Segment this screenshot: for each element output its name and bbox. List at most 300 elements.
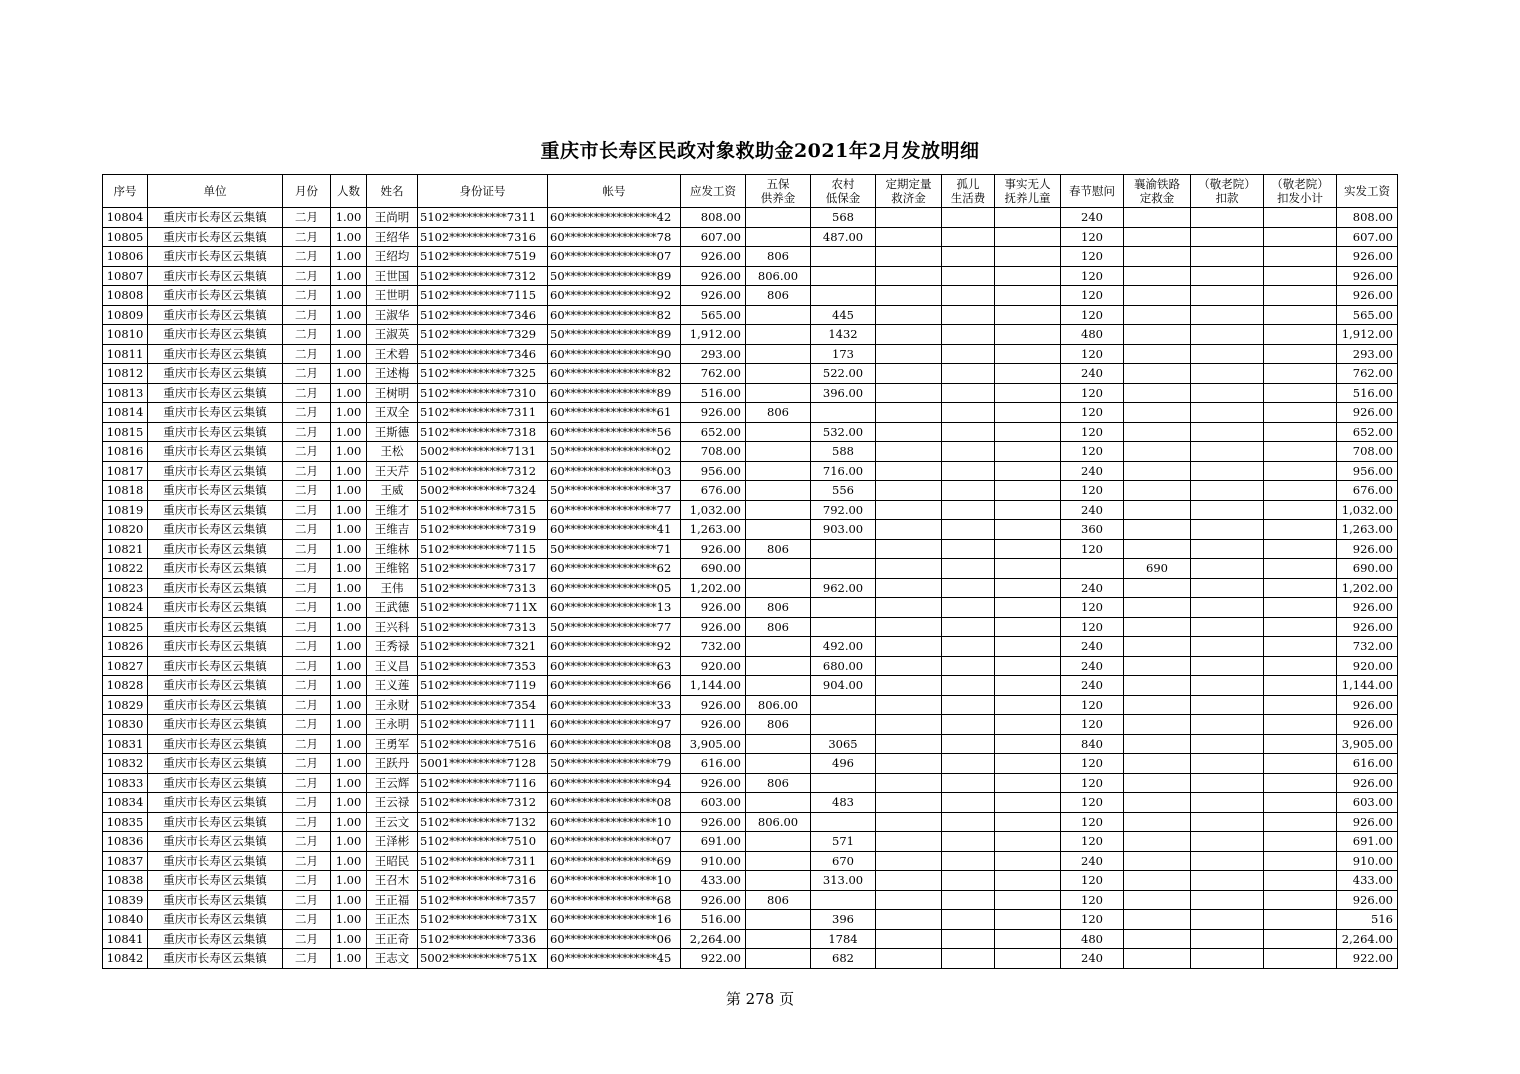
table-cell: 60****************08	[548, 793, 681, 813]
table-cell	[1124, 695, 1191, 715]
table-cell: 二月	[283, 617, 331, 637]
table-cell: 重庆市长寿区云集镇	[148, 539, 283, 559]
table-cell: 926.00	[1337, 617, 1398, 637]
table-cell: 3,905.00	[1337, 734, 1398, 754]
table-cell	[811, 286, 876, 306]
table-cell: 10841	[103, 929, 148, 949]
table-cell: 806	[746, 890, 811, 910]
table-cell: 926.00	[681, 773, 746, 793]
table-cell: 10812	[103, 364, 148, 384]
table-cell	[1124, 715, 1191, 735]
table-cell	[942, 442, 995, 462]
table-cell: 1,263.00	[1337, 520, 1398, 540]
table-cell	[1191, 695, 1264, 715]
table-cell: 732.00	[681, 637, 746, 657]
table-cell: 1.00	[331, 773, 367, 793]
table-cell: 806	[746, 286, 811, 306]
table-cell	[811, 890, 876, 910]
table-cell: 691.00	[681, 832, 746, 852]
table-cell	[876, 461, 942, 481]
table-cell	[1264, 851, 1337, 871]
table-cell: 10816	[103, 442, 148, 462]
table-cell: 487.00	[811, 227, 876, 247]
table-cell: 重庆市长寿区云集镇	[148, 851, 283, 871]
table-cell: 二月	[283, 929, 331, 949]
table-cell	[995, 578, 1061, 598]
table-cell: 840	[1061, 734, 1124, 754]
table-cell: 1.00	[331, 637, 367, 657]
table-cell: 王义昌	[367, 656, 418, 676]
table-cell	[1191, 286, 1264, 306]
table-cell: 二月	[283, 481, 331, 501]
table-cell: 1.00	[331, 832, 367, 852]
table-cell	[1191, 208, 1264, 228]
table-cell	[1264, 266, 1337, 286]
table-cell: 808.00	[1337, 208, 1398, 228]
table-cell: 王树明	[367, 383, 418, 403]
table-cell	[995, 500, 1061, 520]
table-cell	[1124, 910, 1191, 930]
table-cell: 926.00	[681, 598, 746, 618]
table-cell: 重庆市长寿区云集镇	[148, 676, 283, 696]
table-cell	[942, 734, 995, 754]
table-cell	[995, 637, 1061, 657]
table-cell: 120	[1061, 305, 1124, 325]
table-cell: 240	[1061, 461, 1124, 481]
table-cell: 922.00	[681, 949, 746, 969]
table-cell	[1191, 812, 1264, 832]
table-row	[103, 442, 1398, 462]
table-cell	[1191, 851, 1264, 871]
table-cell: 903.00	[811, 520, 876, 540]
table-cell	[995, 539, 1061, 559]
table-cell	[1124, 481, 1191, 501]
table-cell: 690	[1124, 559, 1191, 579]
table-cell: 60****************42	[548, 208, 681, 228]
table-cell: 5102**********7310	[418, 383, 548, 403]
table-cell: 1.00	[331, 578, 367, 598]
table-cell: 10813	[103, 383, 148, 403]
table-cell: 重庆市长寿区云集镇	[148, 793, 283, 813]
table-cell: 二月	[283, 422, 331, 442]
table-cell	[1264, 929, 1337, 949]
table-cell: 616.00	[681, 754, 746, 774]
table-cell: 1,144.00	[1337, 676, 1398, 696]
table-cell: 5102**********7346	[418, 305, 548, 325]
table-cell: 60****************94	[548, 773, 681, 793]
table-row	[103, 910, 1398, 930]
table-cell	[1191, 481, 1264, 501]
table-cell: 王兴科	[367, 617, 418, 637]
table-cell	[1264, 520, 1337, 540]
table-cell	[1124, 832, 1191, 852]
table-cell: 重庆市长寿区云集镇	[148, 812, 283, 832]
table-row	[103, 832, 1398, 852]
table-cell	[746, 364, 811, 384]
table-cell: 王尚明	[367, 208, 418, 228]
table-cell	[995, 949, 1061, 969]
table-cell	[1124, 890, 1191, 910]
column-header: 五保 供养金	[746, 175, 811, 208]
table-row	[103, 422, 1398, 442]
table-cell: 王淑华	[367, 305, 418, 325]
table-cell: 516.00	[681, 383, 746, 403]
table-cell: 120	[1061, 832, 1124, 852]
table-cell	[1264, 461, 1337, 481]
table-cell	[942, 929, 995, 949]
table-cell: 806	[746, 715, 811, 735]
table-cell	[942, 559, 995, 579]
table-cell: 1,144.00	[681, 676, 746, 696]
table-cell: 二月	[283, 559, 331, 579]
table-cell: 重庆市长寿区云集镇	[148, 929, 283, 949]
table-cell	[1124, 286, 1191, 306]
table-cell: 10820	[103, 520, 148, 540]
table-cell	[995, 851, 1061, 871]
table-cell: 652.00	[1337, 422, 1398, 442]
table-row	[103, 500, 1398, 520]
column-header: 姓名	[367, 175, 418, 208]
table-cell: 10817	[103, 461, 148, 481]
table-cell: 二月	[283, 637, 331, 657]
table-cell: 910.00	[681, 851, 746, 871]
table-row	[103, 520, 1398, 540]
table-cell: 60****************13	[548, 598, 681, 618]
table-cell: 60****************45	[548, 949, 681, 969]
table-cell	[1191, 754, 1264, 774]
table-cell	[1191, 344, 1264, 364]
table-cell: 二月	[283, 695, 331, 715]
table-cell	[1124, 383, 1191, 403]
table-cell: 5102**********7318	[418, 422, 548, 442]
table-cell	[811, 695, 876, 715]
table-cell: 120	[1061, 383, 1124, 403]
table-cell	[1124, 364, 1191, 384]
table-cell: 二月	[283, 403, 331, 423]
table-cell: 496	[811, 754, 876, 774]
table-cell: 50****************89	[548, 325, 681, 345]
table-cell	[942, 656, 995, 676]
table-cell: 50****************77	[548, 617, 681, 637]
table-cell: 120	[1061, 227, 1124, 247]
table-cell	[1124, 422, 1191, 442]
table-cell: 5102**********7319	[418, 520, 548, 540]
table-cell: 王维才	[367, 500, 418, 520]
table-cell: 926.00	[1337, 812, 1398, 832]
table-cell: 1.00	[331, 442, 367, 462]
table-cell: 60****************92	[548, 637, 681, 657]
table-cell	[1264, 871, 1337, 891]
table-cell: 676.00	[1337, 481, 1398, 501]
table-cell: 二月	[283, 325, 331, 345]
table-row	[103, 812, 1398, 832]
table-cell: 5102**********7311	[418, 208, 548, 228]
table-cell	[1264, 227, 1337, 247]
table-cell: 120	[1061, 266, 1124, 286]
table-cell: 50****************79	[548, 754, 681, 774]
table-cell	[1124, 949, 1191, 969]
table-cell: 1.00	[331, 617, 367, 637]
table-cell: 10834	[103, 793, 148, 813]
table-cell: 240	[1061, 676, 1124, 696]
table-cell	[1191, 325, 1264, 345]
table-cell	[942, 832, 995, 852]
table-cell: 王志文	[367, 949, 418, 969]
table-cell	[942, 793, 995, 813]
table-cell: 王天芹	[367, 461, 418, 481]
table-cell: 806.00	[746, 695, 811, 715]
table-cell: 二月	[283, 656, 331, 676]
table-cell: 10840	[103, 910, 148, 930]
table-cell: 王武德	[367, 598, 418, 618]
table-cell: 1.00	[331, 403, 367, 423]
table-cell: 652.00	[681, 422, 746, 442]
table-cell	[995, 812, 1061, 832]
table-cell	[1191, 539, 1264, 559]
table-cell: 重庆市长寿区云集镇	[148, 578, 283, 598]
table-row	[103, 208, 1398, 228]
table-cell: 60****************89	[548, 383, 681, 403]
table-cell: 10818	[103, 481, 148, 501]
table-cell: 50****************02	[548, 442, 681, 462]
table-cell: 680.00	[811, 656, 876, 676]
table-cell	[1191, 500, 1264, 520]
table-cell	[746, 383, 811, 403]
table-cell: 926.00	[1337, 890, 1398, 910]
table-cell	[876, 910, 942, 930]
table-cell	[1191, 910, 1264, 930]
table-cell: 5102**********7321	[418, 637, 548, 657]
table-cell	[746, 520, 811, 540]
table-cell	[876, 442, 942, 462]
table-cell: 王召木	[367, 871, 418, 891]
table-cell	[1124, 754, 1191, 774]
table-cell	[876, 520, 942, 540]
table-cell: 313.00	[811, 871, 876, 891]
table-cell	[942, 403, 995, 423]
table-cell: 492.00	[811, 637, 876, 657]
table-cell: 二月	[283, 851, 331, 871]
table-cell	[746, 734, 811, 754]
table-cell	[1191, 929, 1264, 949]
table-cell: 重庆市长寿区云集镇	[148, 286, 283, 306]
table-cell	[1264, 676, 1337, 696]
table-cell: 5002**********7324	[418, 481, 548, 501]
table-cell: 10823	[103, 578, 148, 598]
table-cell: 808.00	[681, 208, 746, 228]
table-cell: 王维铭	[367, 559, 418, 579]
table-cell	[746, 208, 811, 228]
table-cell: 1.00	[331, 227, 367, 247]
table-cell	[1124, 247, 1191, 267]
table-cell	[876, 559, 942, 579]
table-cell: 二月	[283, 890, 331, 910]
table-cell: 1.00	[331, 266, 367, 286]
table-cell	[995, 929, 1061, 949]
table-cell: 王正杰	[367, 910, 418, 930]
table-cell	[746, 832, 811, 852]
table-cell: 120	[1061, 539, 1124, 559]
table-cell: 120	[1061, 910, 1124, 930]
table-cell: 1.00	[331, 910, 367, 930]
table-cell	[876, 929, 942, 949]
table-cell: 926.00	[681, 286, 746, 306]
table-cell	[1191, 715, 1264, 735]
table-cell: 二月	[283, 500, 331, 520]
table-cell: 王义莲	[367, 676, 418, 696]
table-cell	[1264, 325, 1337, 345]
table-cell	[995, 266, 1061, 286]
table-cell: 5102**********7311	[418, 403, 548, 423]
table-cell: 二月	[283, 676, 331, 696]
table-row	[103, 676, 1398, 696]
table-body	[103, 208, 1398, 969]
table-cell: 1.00	[331, 520, 367, 540]
table-cell: 10821	[103, 539, 148, 559]
table-cell	[876, 773, 942, 793]
table-cell: 120	[1061, 715, 1124, 735]
table-cell	[942, 637, 995, 657]
table-cell: 2,264.00	[1337, 929, 1398, 949]
table-cell: 10810	[103, 325, 148, 345]
table-cell	[876, 286, 942, 306]
table-cell: 2,264.00	[681, 929, 746, 949]
table-cell	[811, 812, 876, 832]
table-cell: 1.00	[331, 929, 367, 949]
table-cell: 二月	[283, 812, 331, 832]
table-cell: 5102**********7519	[418, 247, 548, 267]
table-cell: 60****************56	[548, 422, 681, 442]
table-cell: 716.00	[811, 461, 876, 481]
table-cell: 926.00	[681, 812, 746, 832]
table-cell: 5102**********7316	[418, 227, 548, 247]
table-cell	[746, 344, 811, 364]
table-cell	[1191, 520, 1264, 540]
table-cell	[942, 676, 995, 696]
table-cell: 10838	[103, 871, 148, 891]
table-cell: 二月	[283, 364, 331, 384]
table-cell: 3,905.00	[681, 734, 746, 754]
table-cell: 二月	[283, 578, 331, 598]
table-cell	[995, 344, 1061, 364]
table-cell: 1.00	[331, 325, 367, 345]
payment-table	[102, 174, 1398, 969]
table-cell: 1.00	[331, 812, 367, 832]
table-cell: 重庆市长寿区云集镇	[148, 754, 283, 774]
table-row	[103, 637, 1398, 657]
column-header: （敬老院） 扣发小计	[1264, 175, 1337, 208]
column-header: 孤儿 生活费	[942, 175, 995, 208]
table-cell	[1191, 598, 1264, 618]
table-cell: 二月	[283, 910, 331, 930]
table-cell	[1124, 793, 1191, 813]
table-cell	[942, 227, 995, 247]
table-cell: 926.00	[1337, 598, 1398, 618]
table-cell: 1432	[811, 325, 876, 345]
table-cell: 1.00	[331, 247, 367, 267]
table-cell	[942, 851, 995, 871]
table-cell: 60****************66	[548, 676, 681, 696]
table-cell: 10811	[103, 344, 148, 364]
table-cell: 王淑英	[367, 325, 418, 345]
table-cell: 5102**********7346	[418, 344, 548, 364]
table-cell: 重庆市长寿区云集镇	[148, 305, 283, 325]
table-cell	[811, 403, 876, 423]
table-cell: 926.00	[681, 539, 746, 559]
table-cell	[1124, 305, 1191, 325]
table-cell: 10804	[103, 208, 148, 228]
table-row	[103, 715, 1398, 735]
table-cell	[1264, 403, 1337, 423]
table-row	[103, 227, 1398, 247]
table-cell	[1124, 208, 1191, 228]
table-cell: 682	[811, 949, 876, 969]
table-cell	[876, 247, 942, 267]
table-cell: 重庆市长寿区云集镇	[148, 715, 283, 735]
table-cell: 1,032.00	[681, 500, 746, 520]
table-cell: 3065	[811, 734, 876, 754]
table-header	[103, 175, 1398, 208]
table-cell	[942, 598, 995, 618]
table-cell	[876, 364, 942, 384]
table-cell: 1.00	[331, 364, 367, 384]
table-cell: 670	[811, 851, 876, 871]
table-cell	[1264, 793, 1337, 813]
table-cell	[876, 676, 942, 696]
table-cell	[1191, 422, 1264, 442]
table-cell	[1191, 637, 1264, 657]
table-cell: 10808	[103, 286, 148, 306]
table-row	[103, 247, 1398, 267]
table-cell	[876, 266, 942, 286]
table-row	[103, 539, 1398, 559]
table-cell	[1191, 656, 1264, 676]
table-cell: 5102**********7357	[418, 890, 548, 910]
table-cell	[1191, 559, 1264, 579]
table-cell: 1.00	[331, 793, 367, 813]
table-cell	[942, 247, 995, 267]
column-header: 帐号	[548, 175, 681, 208]
table-cell: 60****************33	[548, 695, 681, 715]
table-cell: 5001**********7128	[418, 754, 548, 774]
table-cell: 240	[1061, 851, 1124, 871]
table-cell	[942, 344, 995, 364]
table-cell	[1124, 227, 1191, 247]
table-cell: 王勇军	[367, 734, 418, 754]
table-cell	[995, 383, 1061, 403]
table-cell: 60****************90	[548, 344, 681, 364]
table-cell: 重庆市长寿区云集镇	[148, 773, 283, 793]
table-cell: 二月	[283, 598, 331, 618]
table-cell: 792.00	[811, 500, 876, 520]
table-cell: 120	[1061, 344, 1124, 364]
table-row	[103, 890, 1398, 910]
table-cell: 120	[1061, 247, 1124, 267]
table-cell: 60****************07	[548, 832, 681, 852]
table-cell	[1264, 695, 1337, 715]
table-cell: 王述梅	[367, 364, 418, 384]
table-cell: 二月	[283, 539, 331, 559]
table-cell	[1191, 871, 1264, 891]
column-header: 春节慰问	[1061, 175, 1124, 208]
table-row	[103, 949, 1398, 969]
table-cell: 王绍均	[367, 247, 418, 267]
table-cell: 1.00	[331, 208, 367, 228]
table-cell: 重庆市长寿区云集镇	[148, 227, 283, 247]
table-cell: 1,912.00	[681, 325, 746, 345]
table-cell	[995, 208, 1061, 228]
column-header: 身份证号	[418, 175, 548, 208]
